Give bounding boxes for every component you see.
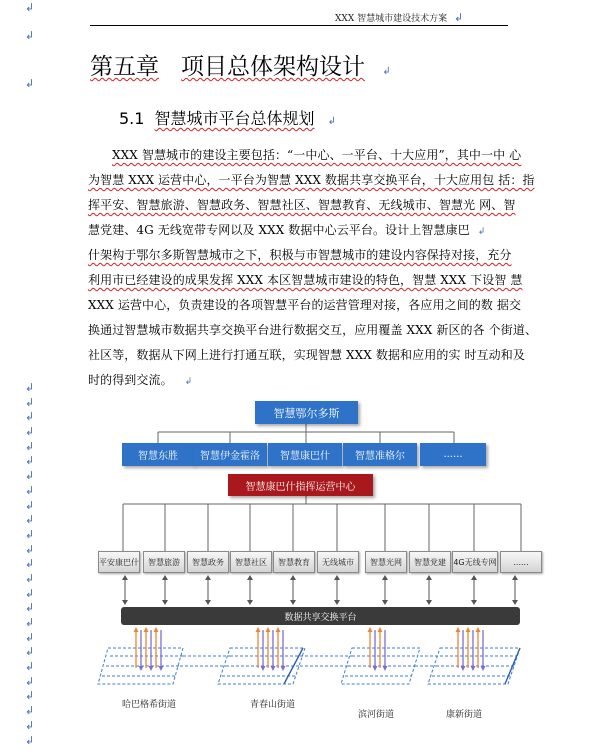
node-city-dongsheng: 智慧东胜 bbox=[122, 443, 194, 466]
app-wireless-city: 无线城市 bbox=[317, 551, 359, 573]
paragraph-mark-icon: ↲ bbox=[25, 557, 35, 571]
paragraph-mark-icon: ↲ bbox=[25, 1, 35, 14]
paragraph-line-1: XXX 智慧城市的建设主要包括：“一中心、一平台、十大应用”，其中一中 心 bbox=[112, 148, 522, 162]
paragraph-mark-icon: ↲ bbox=[184, 377, 193, 387]
paragraph-line-8: 换通过智慧城市数据共享交换平台进行数据交互，应用覆盖 XXX 新区的各 个街道、 bbox=[88, 323, 538, 337]
app-community: 智慧社区 bbox=[230, 551, 272, 573]
paragraph-mark-icon: ↲ bbox=[25, 410, 35, 424]
app-party-building: 智慧党建 bbox=[409, 551, 451, 573]
paragraph-mark-icon: ↲ bbox=[25, 689, 35, 703]
app-government: 智慧政务 bbox=[187, 551, 229, 573]
node-city-zhungeer: 智慧准格尔 bbox=[343, 443, 417, 466]
paragraph-mark-icon: ↲ bbox=[477, 227, 486, 237]
node-operations-center: 智慧康巴什指挥运营中心 bbox=[228, 474, 373, 496]
paragraph-line-10: 时的得到交流。 ↲ bbox=[88, 373, 193, 387]
node-smart-ordos: 智慧鄂尔多斯 bbox=[255, 401, 358, 424]
paragraph-mark-icon: ↲ bbox=[25, 454, 35, 468]
paragraph-mark-icon: ↲ bbox=[25, 704, 35, 718]
paragraph-mark-icon: ↲ bbox=[25, 513, 35, 527]
paragraph-line-2: 为智慧 XXX 运营中心，一平台为智慧 XXX 数据共享交换平台，十大应用包 括：指 bbox=[88, 173, 535, 187]
paragraph-mark-icon: ↲ bbox=[25, 542, 35, 556]
app-optical-network: 智慧光网 bbox=[365, 551, 407, 573]
paragraph-mark-icon: ↲ bbox=[25, 571, 35, 585]
data-sharing-platform: 数据共享交换平台 bbox=[121, 607, 520, 625]
paragraph-mark-icon: ↲ bbox=[25, 381, 35, 394]
paragraph-line-7: XXX 运营中心，负责建设的各项智慧平台的运营管理对接，各应用之间的数 据交 bbox=[88, 298, 522, 312]
paragraph-mark-icon: ↲ bbox=[25, 718, 35, 732]
paragraph-line-5: 什架构于鄂尔多斯智慧城市之下，积极与市智慧城市的建设内容保持对接，充分 bbox=[88, 248, 512, 262]
header-title: XXX 智慧城市建设技术方案 bbox=[335, 14, 448, 24]
paragraph-line-3: 挥平安、智慧旅游、智慧政务、智慧社区、智慧教育、无线城市、智慧光 网、智 bbox=[88, 198, 516, 212]
section-title: 智慧城市平台总体规划 bbox=[154, 109, 315, 128]
node-city-yijinhuoluo: 智慧伊金霍洛 bbox=[193, 443, 267, 466]
paragraph-mark-icon: ↲ bbox=[382, 66, 391, 77]
section-number: 5.1 bbox=[119, 109, 145, 128]
paragraph-line-9: 社区等，数据从下网上进行打通互联，实现智慧 XXX 数据和应用的实 时互动和及 bbox=[88, 348, 525, 362]
paragraph-mark-icon: ↲ bbox=[25, 395, 35, 409]
paragraph-mark-icon: ↲ bbox=[25, 483, 35, 497]
paragraph-mark-icon: ↲ bbox=[25, 616, 35, 629]
paragraph-mark-icon: ↲ bbox=[25, 645, 35, 659]
paragraph-mark-icon: ↲ bbox=[25, 674, 35, 688]
paragraph-mark-icon: ↲ bbox=[327, 116, 336, 127]
street-label-kangxin: 康新街道 bbox=[446, 710, 483, 720]
street-label-binhe: 滨河街道 bbox=[358, 710, 395, 720]
paragraph-mark-icon: ↲ bbox=[25, 439, 35, 453]
paragraph-mark-icon: ↲ bbox=[25, 498, 35, 512]
paragraph-mark-icon: ↲ bbox=[25, 29, 35, 42]
paragraph-mark-icon: ↲ bbox=[25, 660, 35, 674]
paragraph-mark-icon: ↲ bbox=[25, 77, 35, 90]
paragraph-mark-icon: ↲ bbox=[25, 733, 35, 747]
chapter-number: 第五章 bbox=[90, 54, 159, 80]
chapter-title: 项目总体架构设计 bbox=[181, 54, 365, 80]
paragraph-line-4: 慧党建、4G 无线宽带专网以及 XXX 数据中心云平台。设计上智慧康巴 ↲ bbox=[88, 223, 486, 237]
paragraph-mark-icon: ↲ bbox=[25, 527, 35, 541]
app-4g-network: 4G无线专网 bbox=[452, 551, 498, 573]
paragraph-mark-icon: ↲ bbox=[25, 601, 35, 615]
paragraph-mark-icon: ↲ bbox=[25, 630, 35, 644]
app-education: 智慧教育 bbox=[273, 551, 315, 573]
paragraph-mark-icon: ↲ bbox=[25, 586, 35, 600]
app-tourism: 智慧旅游 bbox=[143, 551, 185, 573]
app-more: ...... bbox=[500, 551, 542, 573]
node-city-kangbashi: 智慧康巴什 bbox=[268, 443, 342, 466]
paragraph-mark-icon: ↲ bbox=[25, 469, 35, 483]
paragraph-mark-icon: ↲ bbox=[453, 11, 464, 24]
paragraph-mark-icon: ↲ bbox=[25, 425, 35, 439]
street-label-qingchunshan: 青春山街道 bbox=[250, 700, 296, 710]
paragraph-line-6: 利用市已经建设的成果发挥 XXX 本区智慧城市建设的特色，智慧 XXX 下设智 慧 bbox=[88, 273, 523, 287]
app-ping-an: 平安康巴什 bbox=[98, 551, 140, 573]
node-city-more: ...... bbox=[420, 443, 486, 466]
street-label-habagexi: 哈巴格希街道 bbox=[122, 700, 177, 710]
